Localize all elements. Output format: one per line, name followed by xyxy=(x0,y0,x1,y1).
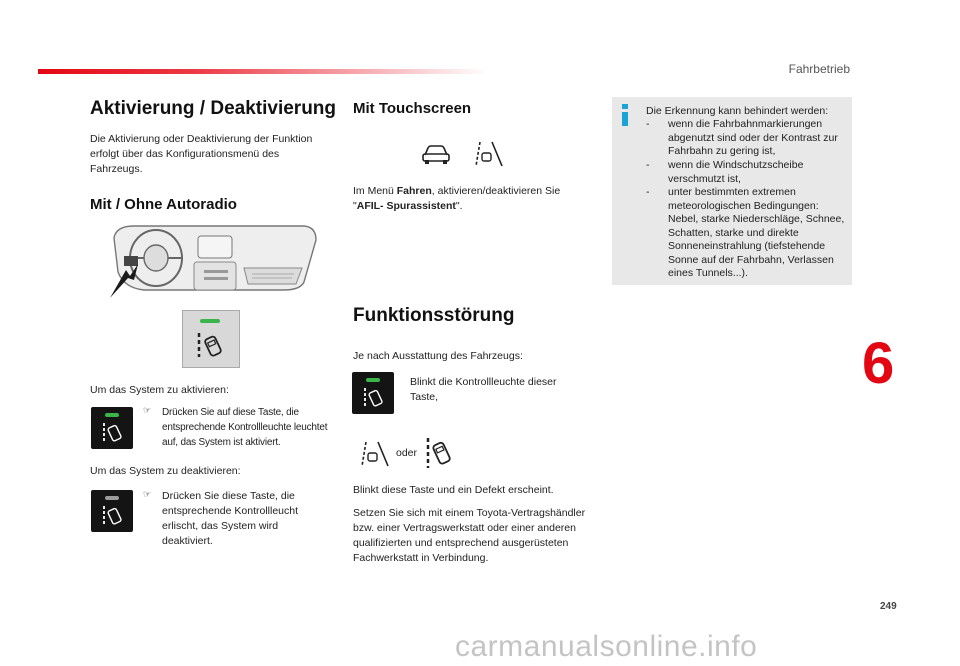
chapter-title: Fahrbetrieb xyxy=(788,62,850,76)
activate-bullet: Drücken Sie auf diese Taste, die entsprechende Kontrollleuchte leuchtet auf, das System ist aktiviert. xyxy=(162,407,328,448)
bullet-marker: ☞ xyxy=(143,489,152,499)
chapter-number: 6 xyxy=(862,331,895,396)
indicator-led-on xyxy=(105,413,119,417)
activate-button-tile xyxy=(91,407,133,449)
touchscreen-instruction xyxy=(353,184,593,214)
list-dash: - xyxy=(646,159,650,171)
menu-item-name: AFIL- Spurassistent xyxy=(356,200,456,212)
lane-departure-icon xyxy=(424,436,454,470)
info-intro: Die Erkennung kann behindert werden: xyxy=(646,105,829,117)
car-icon xyxy=(421,143,451,165)
deactivate-label: Um das System zu deaktivieren: xyxy=(90,465,241,477)
intro-paragraph: Die Aktivierung oder Deaktivierung der Funktion erfolgt über das Konfigurationsmenü des Fahrzeugs. xyxy=(90,133,313,175)
or-label: oder xyxy=(396,447,418,459)
menu-text-mid: , aktivieren/deaktivieren Sie xyxy=(431,185,561,197)
indicator-led-off xyxy=(105,496,119,500)
lane-assist-icon xyxy=(474,140,504,168)
bullet-marker: ☞ xyxy=(143,405,152,415)
deactivate-bullet: Drücken Sie diese Taste, die entsprechende Kontrollleucht erlischt, das System wird deaktiviert. xyxy=(162,490,299,547)
indicator-led xyxy=(200,319,220,323)
menu-name: Fahren xyxy=(396,185,432,197)
lane-departure-icon xyxy=(101,504,125,528)
menu-text-prefix: Im Menü xyxy=(353,185,397,197)
activate-label: Um das System zu aktivieren: xyxy=(90,384,229,396)
section-title: Aktivierung / Deaktivierung xyxy=(90,98,337,119)
lane-departure-icon xyxy=(101,421,125,445)
lane-assist-button-illustration xyxy=(182,310,240,368)
list-dash: - xyxy=(646,186,650,198)
quote-open: " xyxy=(353,200,357,212)
watermark: carmanualsonline.info xyxy=(455,630,758,663)
touchscreen-title: Mit Touchscreen xyxy=(353,100,472,117)
fault-blink-text: Blinkt die Kontrollleuchte dieser Taste, xyxy=(410,376,557,403)
fault-intro: Je nach Ausstattung des Fahrzeugs: xyxy=(353,350,523,362)
indicator-led-blinking xyxy=(366,378,380,382)
deactivate-button-tile xyxy=(91,490,133,532)
list-dash: - xyxy=(646,118,650,130)
quote-close: ". xyxy=(455,200,463,212)
header-accent-bar xyxy=(38,69,488,74)
subsection-title: Mit / Ohne Autoradio xyxy=(90,196,237,213)
fault-defect-text: Blinkt diese Taste und ein Defekt erscheint. xyxy=(353,484,554,496)
lane-departure-icon xyxy=(195,329,227,361)
lane-assist-icon xyxy=(360,440,390,468)
info-list-item: wenn die Windschutzscheibe verschmutzt ist, xyxy=(668,159,804,185)
info-icon xyxy=(618,104,632,126)
info-list-item: wenn die Fahrbahnmarkierungen abgenutzt sind oder der Kontrast zur Fahrbahn zu gering ist, xyxy=(668,118,838,157)
dashboard-illustration xyxy=(104,222,322,304)
fault-button-tile xyxy=(352,372,394,414)
page-number: 249 xyxy=(880,601,897,612)
lane-departure-icon xyxy=(362,386,386,410)
info-list-item: unter bestimmten extremen meteorologischen Bedingungen: Nebel, starke Niederschläge, Schnee, Schatten, starke und direkte Sonneneinstrahlung (tiefstehende Sonne auf der Fahrbahn, Verlassen eines Tunnels...). xyxy=(668,186,845,279)
fault-contact-text: Setzen Sie sich mit einem Toyota-Vertragshändler bzw. einer Vertragswerkstatt oder einer anderen qualifizierten und entsprechend ausgerüsteten Fachwerkstatt in Verbindung. xyxy=(353,507,586,564)
fault-title: Funktionsstörung xyxy=(353,305,515,326)
